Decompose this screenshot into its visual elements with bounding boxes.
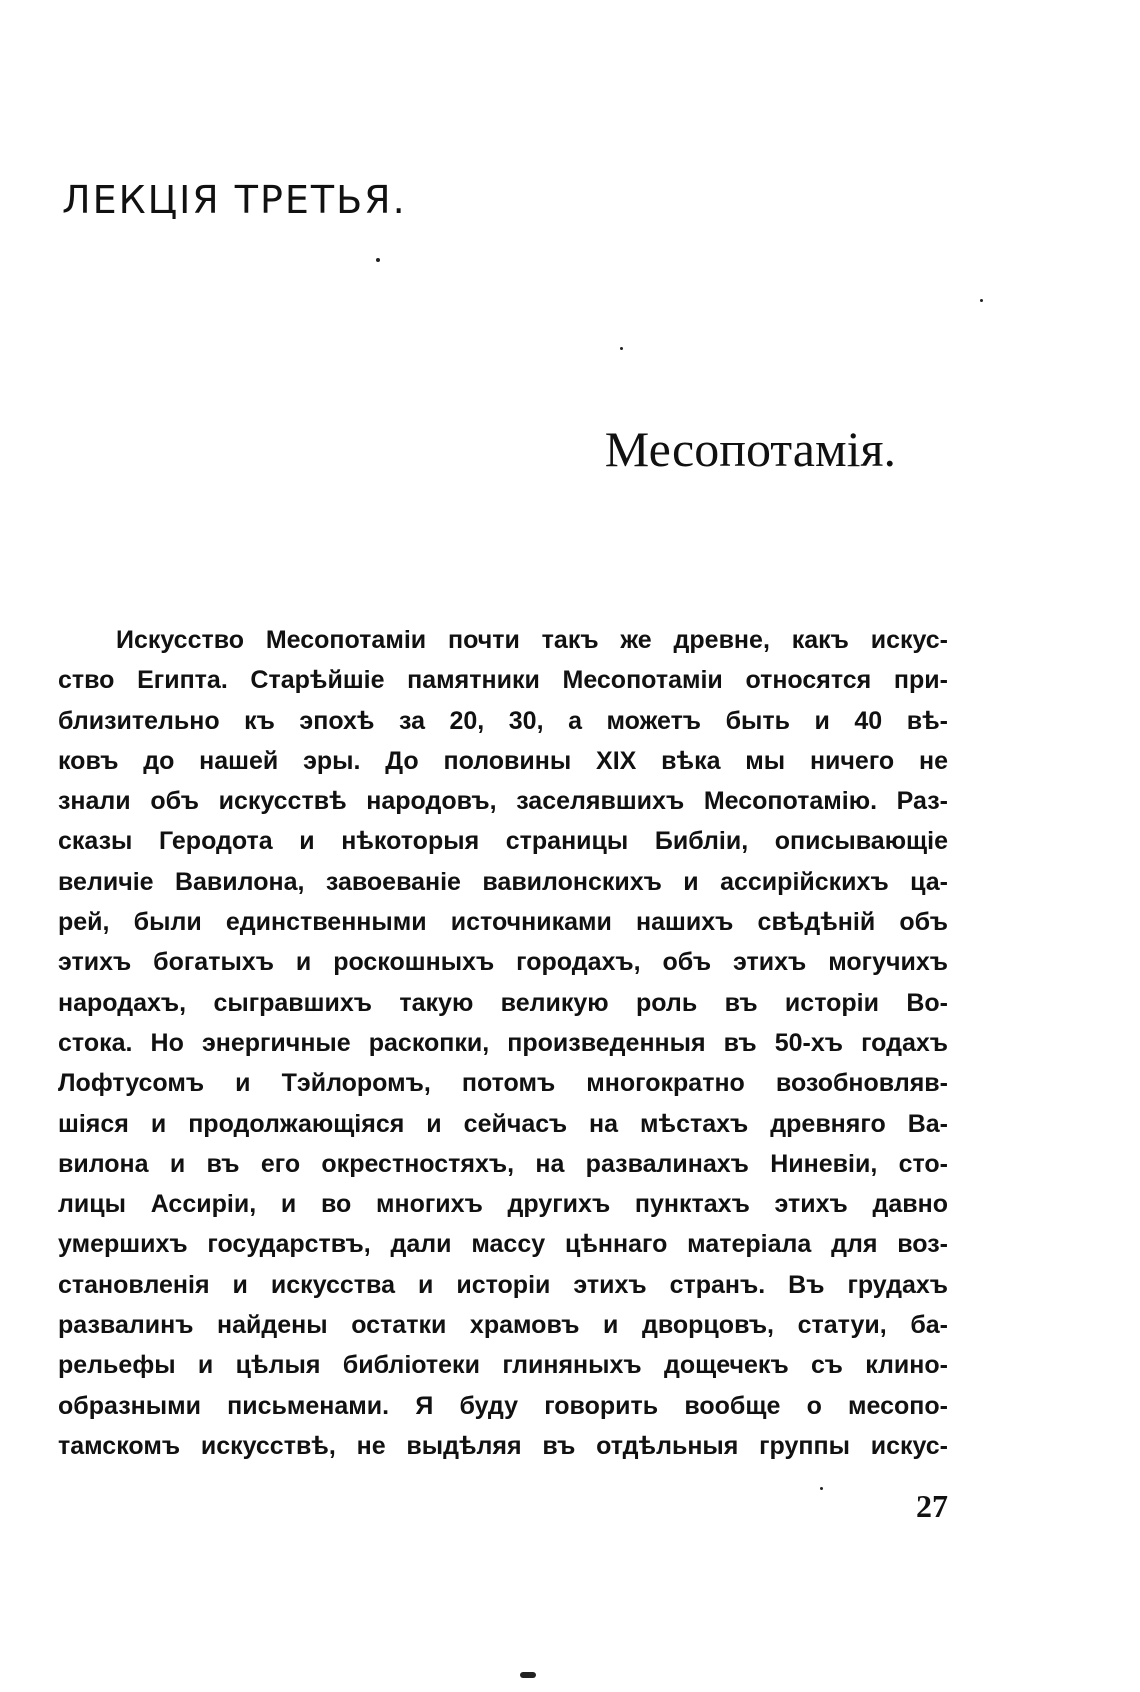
text-line: знали объ искусствѣ народовъ, заселявшихъ Месопотамію. Раз- [58,787,948,816]
page-number: 27 [916,1488,948,1524]
text-line: величіе Вавилона, завоеваніе вавилонскихъ и ассирійскихъ ца- [58,867,948,896]
chapter-title: Месопотамія. [604,421,896,477]
print-speck [620,347,623,350]
text-line: народахъ, сыгравшихъ такую великую роль въ исторіи Во- [58,988,948,1017]
body-paragraph [58,620,948,1466]
text-line: шіяся и продолжающіяся и сейчасъ на мѣстахъ древняго Ва- [58,1109,948,1138]
text-line: вилона и въ его окрестностяхъ, на развалинахъ Ниневіи, сто- [58,1149,948,1178]
text-line: Искусство Месопотаміи почти такъ же древне, какъ искус- [116,626,948,654]
text-line: тамскомъ искусствѣ, не выдѣляя въ отдѣльныя группы искус- [58,1431,948,1460]
text-line: стока. Но энергичные раскопки, произведенныя въ 50-хъ годахъ [58,1028,948,1057]
print-speck [980,299,983,302]
print-speck [520,1672,536,1678]
lecture-heading: ЛЕКЦІЯ ТРЕТЬЯ. [62,178,407,222]
print-speck [820,1487,823,1490]
text-line: образными письменами. Я буду говорить вообще о месопо- [58,1391,948,1420]
text-line: становленія и искусства и исторіи этихъ странъ. Въ грудахъ [58,1270,948,1299]
text-line: ковъ до нашей эры. До половины XIX вѣка мы ничего не [58,746,948,775]
text-line: Лофтусомъ и Тэйлоромъ, потомъ многократно возобновляв- [58,1069,948,1098]
text-line: умершихъ государствъ, дали массу цѣннаго матеріала для воз- [58,1230,948,1259]
text-line: лицы Ассиріи, и во многихъ другихъ пунктахъ этихъ давно [58,1190,948,1219]
text-line: ство Египта. Старѣйшіе памятники Месопотаміи относятся при- [58,666,948,695]
text-line: рей, были единственными источниками нашихъ свѣдѣній объ [58,908,948,937]
print-speck [376,258,380,262]
text-line: близительно къ эпохѣ за 20, 30, а можетъ быть и 40 вѣ- [58,706,948,735]
text-line: этихъ богатыхъ и роскошныхъ городахъ, объ этихъ могучихъ [58,948,948,977]
text-line: рельефы и цѣлыя библіотеки глиняныхъ дощечекъ съ клино- [58,1351,948,1380]
text-line: сказы Геродота и нѣкоторыя страницы Библіи, описывающіе [58,827,948,856]
text-line: развалинъ найдены остатки храмовъ и дворцовъ, статуи, ба- [58,1311,948,1340]
